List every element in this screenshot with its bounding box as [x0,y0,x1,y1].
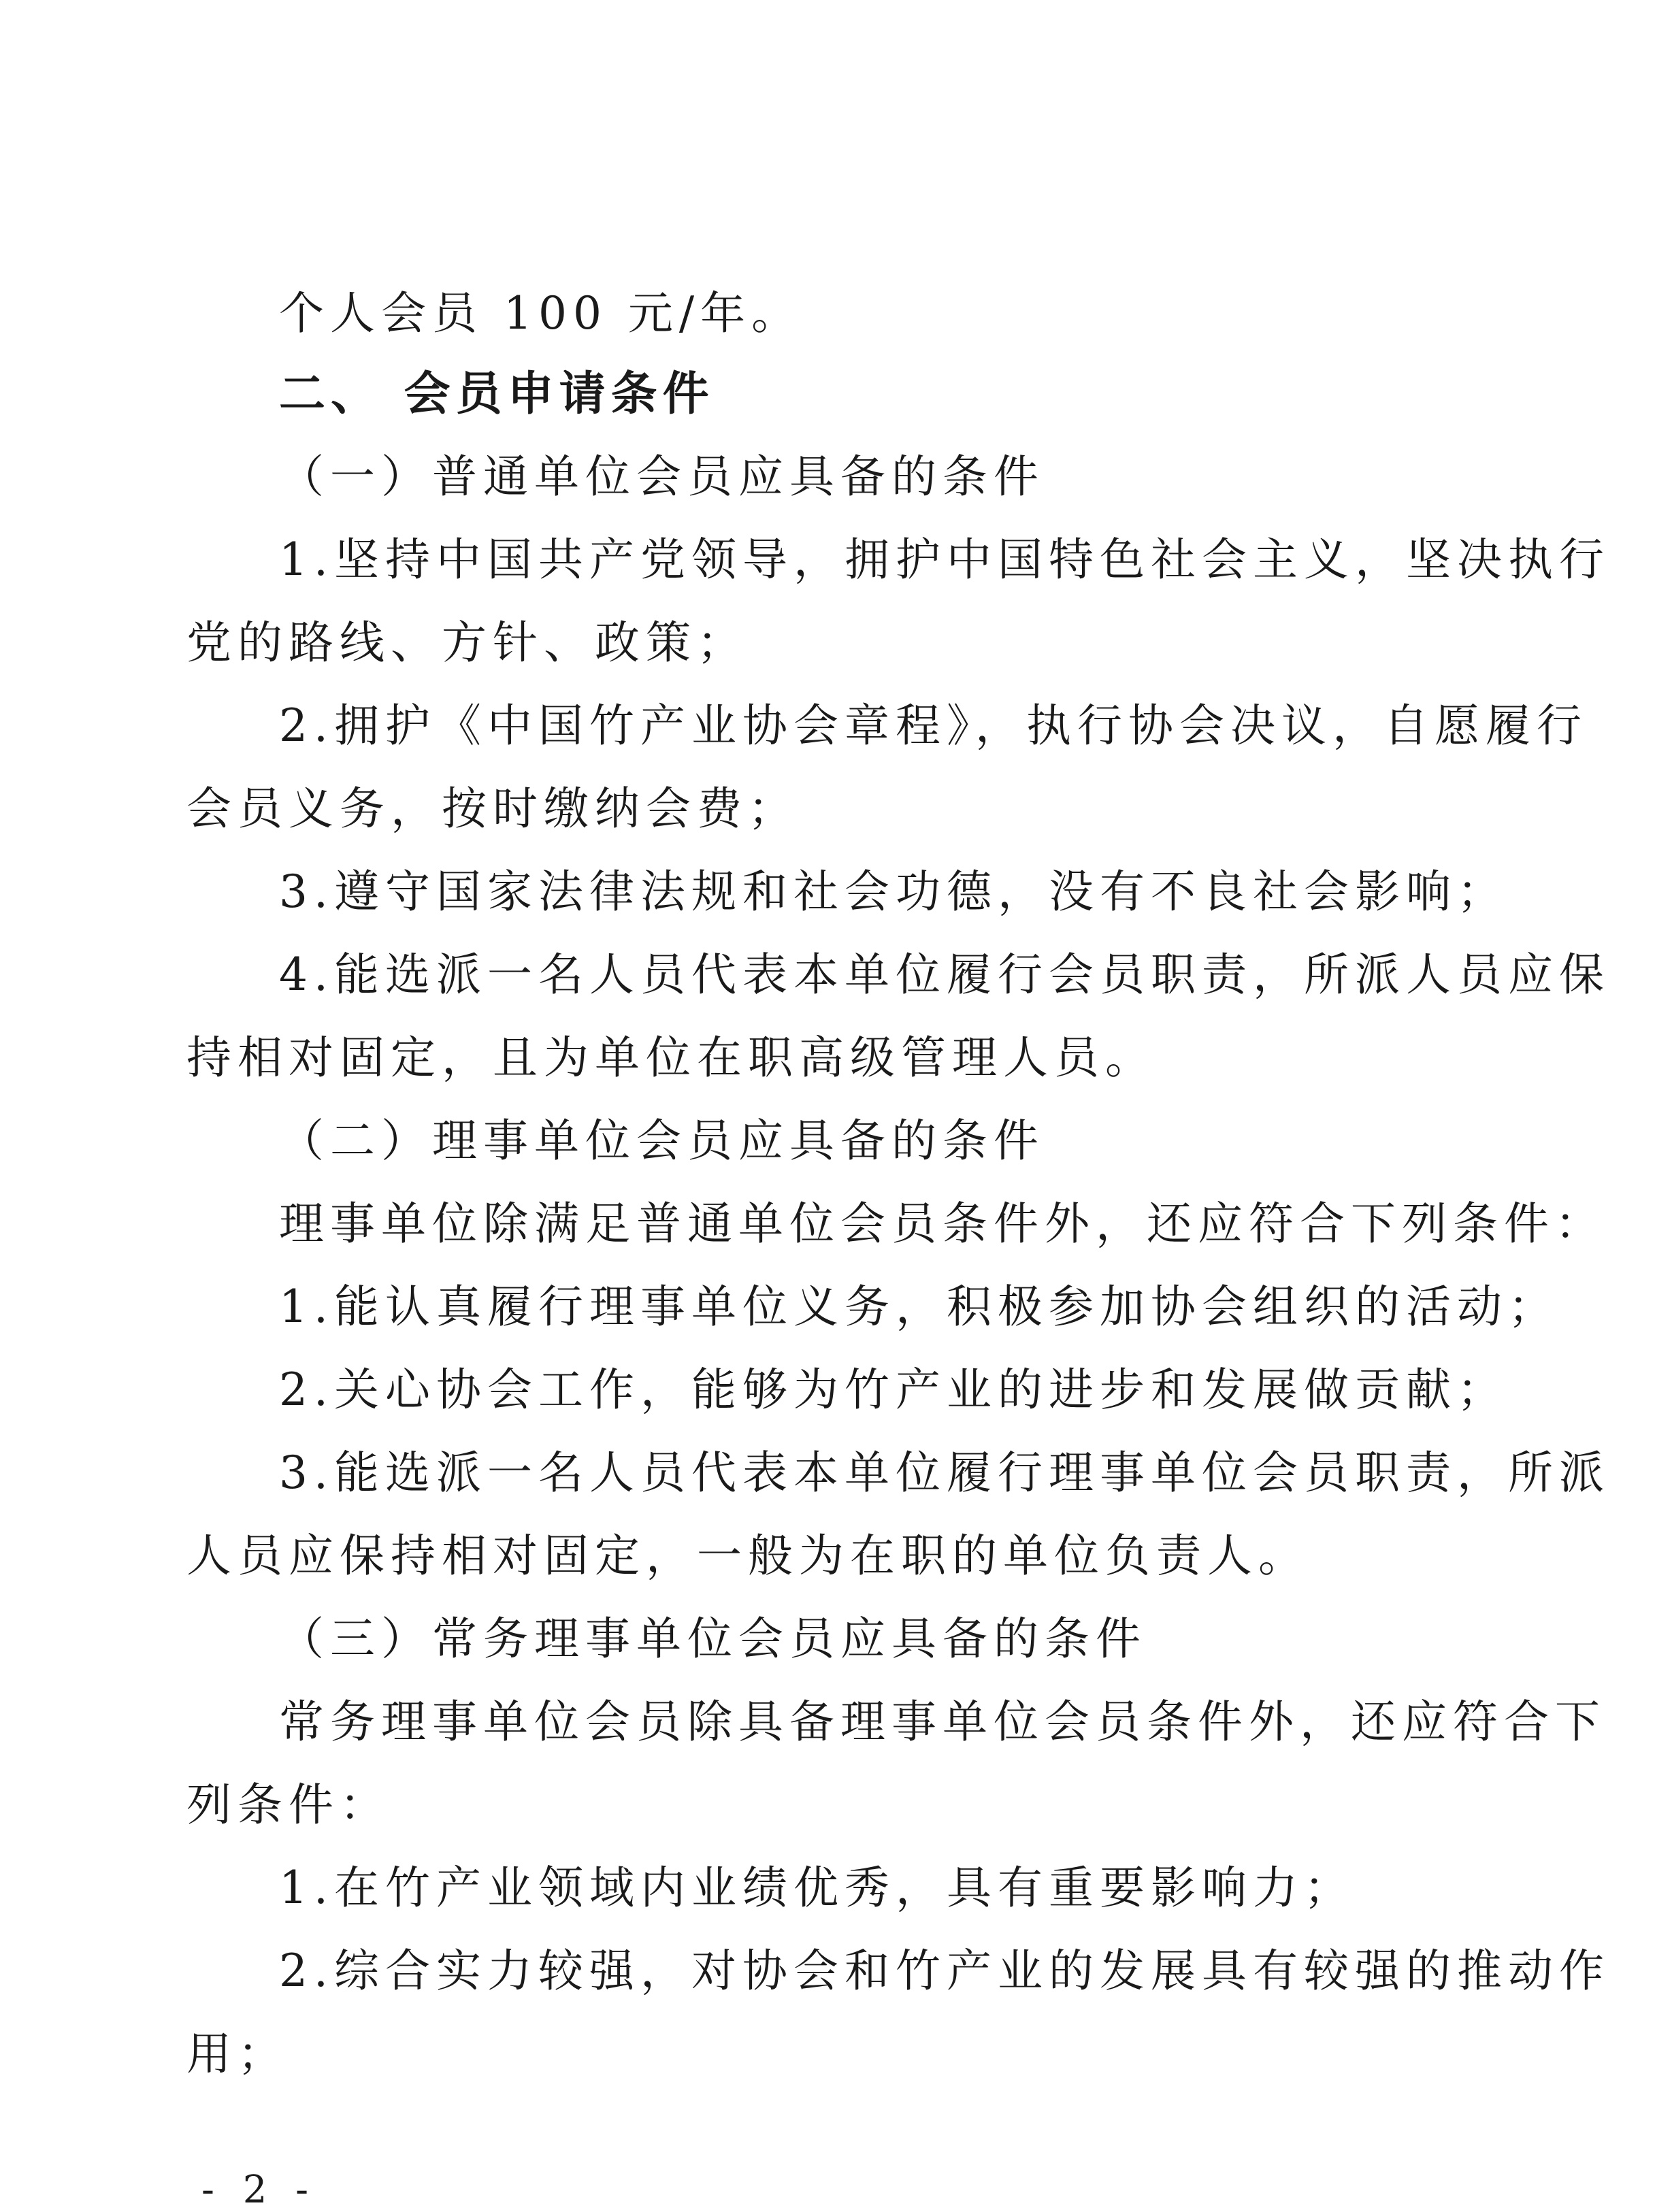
subsection-heading: （一）普通单位会员应具备的条件 [279,450,1045,503]
paragraph-line: 持相对固定，且为单位在职高级管理人员。 [186,1031,1156,1084]
paragraph-line: 4.能选派一名人员代表本单位履行会员职责，所派人员应保 [279,948,1610,1001]
paragraph-line: 1.在竹产业领域内业绩优秀，具有重要影响力； [279,1862,1355,1914]
section-heading: 二、 会员申请条件 [279,367,715,421]
paragraph-line: 3.能选派一名人员代表本单位履行理事单位会员职责，所派 [279,1447,1610,1499]
paragraph-line: 党的路线、方针、政策； [186,616,748,669]
paragraph-line: 3.遵守国家法律法规和社会功德，没有不良社会影响； [279,865,1508,918]
paragraph-line: 2.拥护《中国竹产业协会章程》，执行协会决议，自愿履行 [279,699,1588,752]
paragraph-line: 1.坚持中国共产党领导，拥护中国特色社会主义，坚决执行 [279,533,1610,586]
subsection-heading: （二）理事单位会员应具备的条件 [279,1115,1045,1167]
paragraph-line: 1.能认真履行理事单位义务，积极参加协会组织的活动； [279,1281,1559,1333]
paragraph-line: 常务理事单位会员除具备理事单位会员条件外，还应符合下 [279,1696,1606,1748]
paragraph-line: 列条件： [186,1779,391,1831]
fee-line: 个人会员 100 元/年。 [279,287,803,340]
paragraph-line: 会员义务，按时缴纳会费； [186,782,799,835]
paragraph-line: 人员应保持相对固定，一般为在职的单位负责人。 [186,1530,1309,1582]
page-number: - 2 - [201,2168,317,2212]
paragraph-line: 2.综合实力较强，对协会和竹产业的发展具有较强的推动作 [279,1945,1610,1997]
paragraph-line: 用； [186,2028,289,2080]
paragraph-line: 2.关心协会工作，能够为竹产业的进步和发展做贡献； [279,1364,1508,1416]
paragraph-line: 理事单位除满足普通单位会员条件外，还应符合下列条件： [279,1198,1606,1250]
subsection-heading: （三）常务理事单位会员应具备的条件 [279,1613,1147,1665]
